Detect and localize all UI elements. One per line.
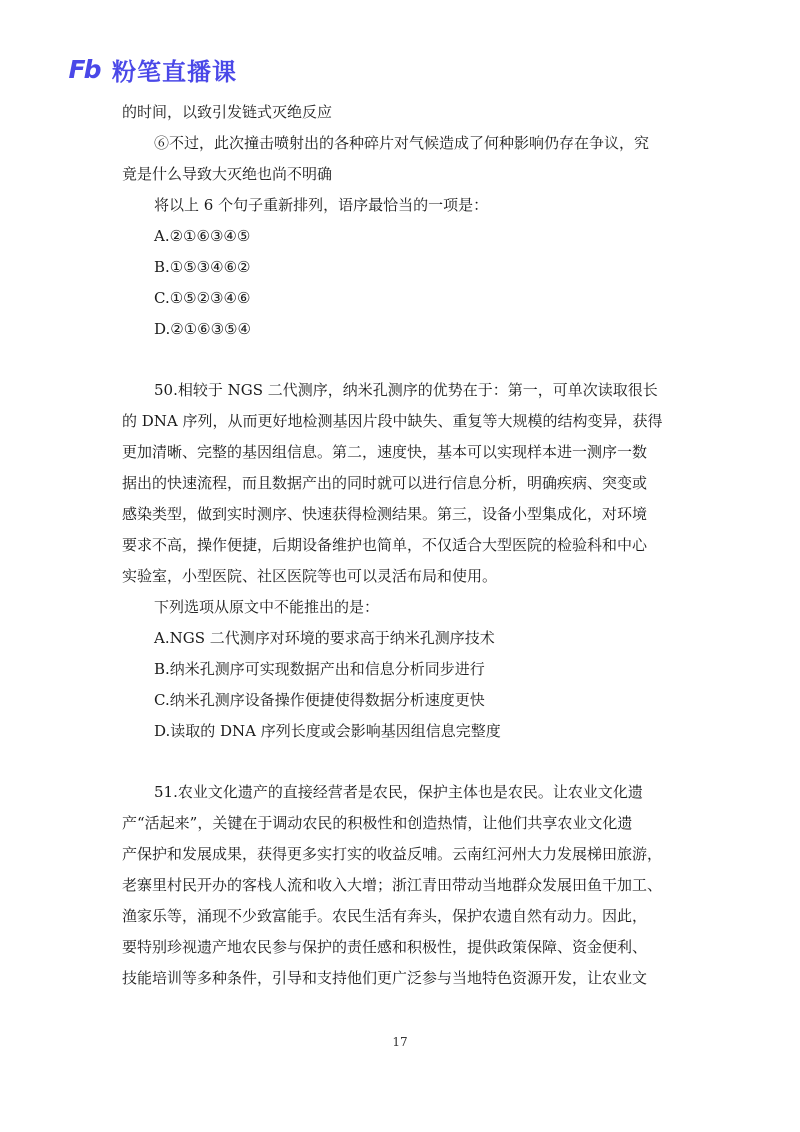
paragraph-line: 技能培训等多种条件，引导和支持他们更广泛参与当地特色资源开发，让农业文 — [122, 969, 648, 987]
option-a: A.②①⑥③④⑤ — [154, 227, 251, 245]
paragraph-line: 要特别珍视遗产地农民参与保护的责任感和积极性，提供政策保障、资金便利、 — [122, 938, 648, 956]
paragraph-line: 产保护和发展成果，获得更多实打实的收益反哺。云南红河州大力发展梯田旅游， — [122, 845, 663, 863]
question-51 — [122, 777, 682, 994]
question-prompt: 将以上 6 个句子重新排列，语序最恰当的一项是： — [154, 196, 489, 214]
paragraph-line: ⑥不过，此次撞击喷射出的各种碎片对气候造成了何种影响仍存在争议，究 — [154, 134, 650, 152]
paragraph-line: 渔家乐等，涌现不少致富能手。农民生活有奔头，保护农遗自然有动力。因此， — [122, 907, 648, 925]
paragraph-line: 据出的快速流程，而且数据产出的同时就可以进行信息分析，明确疾病、突变或 — [122, 474, 648, 492]
option-a: A.NGS 二代测序对环境的要求高于纳米孔测序技术 — [154, 629, 495, 647]
brand-name: 粉笔直播课 — [112, 57, 237, 86]
option-d: D.②①⑥③⑤④ — [154, 320, 251, 338]
paragraph-line: 的时间，以致引发链式灭绝反应 — [122, 103, 333, 121]
option-d: D.读取的 DNA 序列长度或会影响基因组信息完整度 — [154, 722, 501, 740]
option-c: C.①⑤②③④⑥ — [154, 289, 251, 307]
paragraph-line: 50.相较于 NGS 二代测序，纳米孔测序的优势在于：第一，可单次读取很长 — [154, 381, 658, 399]
document-body — [122, 97, 682, 994]
paragraph-line: 老寨里村民开办的客栈人流和收入大增；浙江青田带动当地群众发展田鱼干加工、 — [122, 876, 663, 894]
paragraph-line: 产“活起来”，关键在于调动农民的积极性和创造热情，让他们共享农业文化遗 — [122, 814, 633, 832]
paragraph-line: 更加清晰、完整的基因组信息。第二，速度快，基本可以实现样本进一测序一数 — [122, 443, 648, 461]
header — [62, 52, 237, 86]
page-number: 17 — [392, 1035, 408, 1049]
paragraph-line: 感染类型，做到实时测序、快速获得检测结果。第三，设备小型集成化，对环境 — [122, 505, 648, 523]
fenbi-logo-icon: Fb — [68, 54, 100, 84]
paragraph-line: 竟是什么导致大灭绝也尚不明确 — [122, 165, 333, 183]
paragraph-line: 实验室，小型医院、社区医院等也可以灵活布局和使用。 — [122, 567, 498, 585]
option-b: B.①⑤③④⑥② — [154, 258, 251, 276]
question-49 — [122, 97, 682, 345]
option-c: C.纳米孔测序设备操作便捷使得数据分析速度更快 — [154, 691, 485, 709]
paragraph-line: 的 DNA 序列，从而更好地检测基因片段中缺失、重复等大规模的结构变异，获得 — [122, 412, 663, 430]
paragraph-line: 51.农业文化遗产的直接经营者是农民，保护主体也是农民。让农业文化遗 — [154, 783, 643, 801]
question-50 — [122, 375, 682, 747]
option-b: B.纳米孔测序可实现数据产出和信息分析同步进行 — [154, 660, 485, 678]
question-prompt: 下列选项从原文中不能推出的是： — [154, 598, 380, 616]
paragraph-line: 要求不高，操作便捷，后期设备维护也简单，不仅适合大型医院的检验科和中心 — [122, 536, 648, 554]
